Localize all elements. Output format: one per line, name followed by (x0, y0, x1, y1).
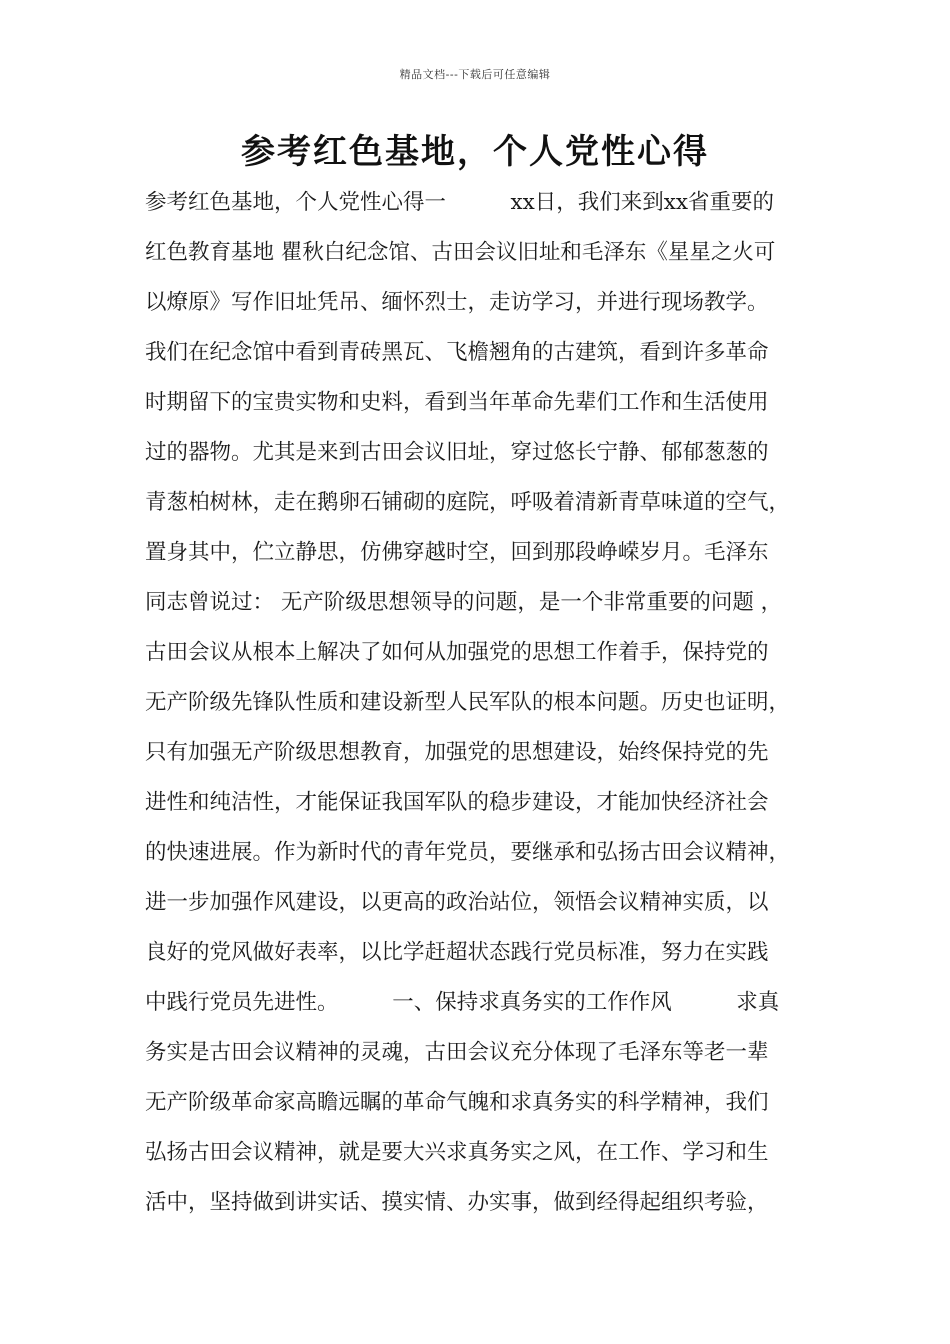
body-line: 红色教育基地 瞿秋白纪念馆、古田会议旧址和毛泽东《星星之火可 (145, 240, 776, 265)
body-line: 过的器物。尤其是来到古田会议旧址，穿过悠长宁静、郁郁葱葱的 (145, 440, 769, 465)
body-line: 的快速进展。作为新时代的青年党员，要继承和弘扬古田会议精神， (145, 840, 791, 865)
body-line: 务实是古田会议精神的灵魂，古田会议充分体现了毛泽东等老一辈 (145, 1040, 769, 1065)
body-line: 进一步加强作风建设，以更高的政治站位，领悟会议精神实质，以 (145, 890, 769, 915)
body-line: 进性和纯洁性，才能保证我国军队的稳步建设，才能加快经济社会 (145, 790, 769, 815)
body-line: 良好的党风做好表率，以比学赶超状态践行党员标准，努力在实践 (145, 940, 769, 965)
body-line: 以燎原》写作旧址凭吊、缅怀烈士，走访学习，并进行现场教学。 (145, 290, 769, 315)
body-text (145, 178, 830, 1228)
body-line: 无产阶级革命家高瞻远瞩的革命气魄和求真务实的科学精神，我们 (145, 1090, 769, 1115)
body-line: 只有加强无产阶级思想教育，加强党的思想建设，始终保持党的先 (145, 740, 769, 765)
body-line: 同志曾说过： 无产阶级思想领导的问题，是一个非常重要的问题 ， (145, 590, 783, 615)
body-line: 弘扬古田会议精神，就是要大兴求真务实之风，在工作、学习和生 (145, 1140, 769, 1165)
body-line: 我们在纪念馆中看到青砖黑瓦、飞檐翘角的古建筑，看到许多革命 (145, 340, 769, 365)
body-line: 青葱柏树林，走在鹅卵石铺砌的庭院，呼吸着清新青草味道的空气， (145, 490, 791, 515)
document-title: 参考红色基地，个人党性心得 (241, 132, 709, 172)
header-note: 精品文档---下载后可任意编辑 (399, 68, 551, 81)
body-line: 古田会议从根本上解决了如何从加强党的思想工作着手，保持党的 (145, 640, 769, 665)
body-line: 无产阶级先锋队性质和建设新型人民军队的根本问题。历史也证明， (145, 690, 791, 715)
body-line: 参考红色基地，个人党性心得一 xx日，我们来到xx省重要的 (145, 190, 775, 215)
body-line: 置身其中，伫立静思，仿佛穿越时空，回到那段峥嵘岁月。毛泽东 (145, 540, 769, 565)
body-line: 活中，坚持做到讲实话、摸实情、办实事，做到经得起组织考验， (145, 1190, 769, 1215)
body-line: 中践行党员先进性。 一、保持求真务实的工作作风 求真 (145, 990, 780, 1015)
body-line: 时期留下的宝贵实物和史料，看到当年革命先辈们工作和生活使用 (145, 390, 769, 415)
